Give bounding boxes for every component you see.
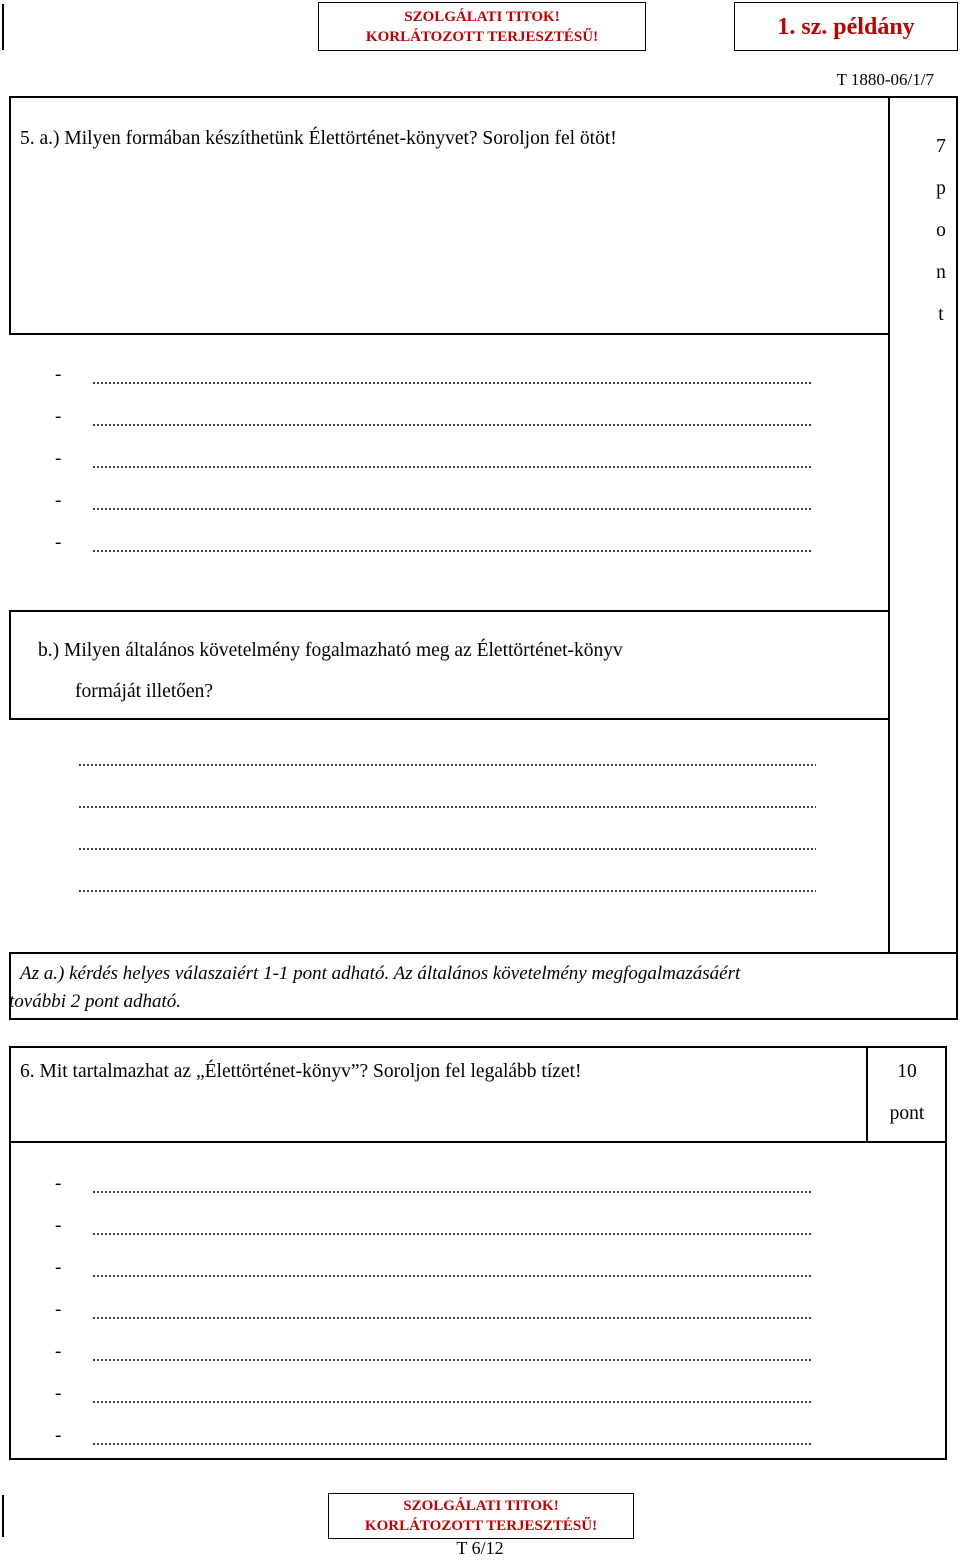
q6-header-bottom-border <box>9 1141 946 1143</box>
q5b-top-border <box>9 610 890 612</box>
q5b-bottom-border <box>9 718 890 720</box>
answer-dash: - <box>55 532 62 553</box>
question-5b-line-2: formáját illetően? <box>75 681 214 702</box>
points-char: t <box>938 304 944 325</box>
answer-line[interactable] <box>92 424 812 426</box>
q6-top-border <box>9 1046 946 1048</box>
question-5a: 5. a.) Milyen formában készíthetünk Élettörténet-könyvet? Soroljon fel ötöt! <box>20 128 617 149</box>
points-char: 7 <box>936 136 946 157</box>
scoring-note-line-2: további 2 pont adható. <box>9 991 182 1012</box>
answer-line[interactable] <box>92 1317 812 1319</box>
answer-dash: - <box>55 364 62 385</box>
answer-dash: - <box>55 1173 62 1194</box>
answer-line[interactable] <box>92 1191 812 1193</box>
question-5b-line-1: b.) Milyen általános követelmény fogalmazható meg az Élettörténet-könyv <box>38 640 623 661</box>
answer-dash: - <box>55 1383 62 1404</box>
copy-number-label: 1. sz. példány <box>777 14 915 40</box>
question-6: 6. Mit tartalmazhat az „Élettörténet-könyv”? Soroljon fel legalább tízet! <box>20 1061 582 1082</box>
footer-classification-stamp <box>328 1493 634 1539</box>
q5-divider <box>888 96 890 952</box>
q5-right-border <box>956 96 958 952</box>
q5b-left-border <box>9 610 11 720</box>
q6-left-border <box>9 1046 11 1460</box>
answer-dash: - <box>55 1425 62 1446</box>
q5-points-vertical <box>933 126 949 336</box>
answer-line[interactable] <box>92 1233 812 1235</box>
answer-line[interactable] <box>78 806 816 808</box>
stamp-line-2: KORLÁTOZOTT TERJESZTÉSŰ! <box>364 1518 598 1534</box>
answer-line[interactable] <box>92 1401 812 1403</box>
copy-number-box <box>734 2 958 51</box>
stamp-line-1: SZOLGÁLATI TITOK! <box>403 1498 559 1514</box>
answer-line[interactable] <box>92 466 812 468</box>
answer-dash: - <box>55 448 62 469</box>
q6-points-unit: pont <box>889 1103 925 1124</box>
answer-line[interactable] <box>92 550 812 552</box>
answer-line[interactable] <box>78 764 816 766</box>
page-number: T 6/12 <box>456 1538 504 1558</box>
answer-line[interactable] <box>92 1359 812 1361</box>
left-margin-bar <box>2 4 4 50</box>
note-top-border <box>9 952 958 954</box>
note-right-border <box>956 952 958 1020</box>
answer-line[interactable] <box>92 1443 812 1445</box>
note-bottom-border <box>9 1018 958 1020</box>
answer-line[interactable] <box>92 508 812 510</box>
left-margin-bar <box>2 1495 4 1537</box>
answer-line[interactable] <box>92 1275 812 1277</box>
answer-line[interactable] <box>78 890 816 892</box>
answer-line[interactable] <box>92 382 812 384</box>
scoring-note-line-1: Az a.) kérdés helyes válaszaiért 1-1 pont adható. Az általános követelmény megfogalmazásáért <box>20 963 741 984</box>
answer-dash: - <box>55 490 62 511</box>
answer-dash: - <box>55 1299 62 1320</box>
stamp-line-1: SZOLGÁLATI TITOK! <box>404 9 560 25</box>
q5-top-border <box>9 96 958 98</box>
q5a-bottom-border <box>9 333 890 335</box>
points-char: o <box>936 220 946 241</box>
q6-bottom-border <box>9 1458 946 1460</box>
points-char: n <box>936 262 946 283</box>
q6-points-value: 10 <box>897 1061 917 1082</box>
points-char: p <box>936 178 946 199</box>
answer-dash: - <box>55 1341 62 1362</box>
answer-line[interactable] <box>78 848 816 850</box>
answer-dash: - <box>55 1215 62 1236</box>
q5-left-border <box>9 96 11 335</box>
classification-stamp <box>318 2 646 51</box>
document-code: T 1880-06/1/7 <box>836 70 934 89</box>
answer-dash: - <box>55 1257 62 1278</box>
answer-dash: - <box>55 406 62 427</box>
stamp-line-2: KORLÁTOZOTT TERJESZTÉSŰ! <box>365 29 599 45</box>
